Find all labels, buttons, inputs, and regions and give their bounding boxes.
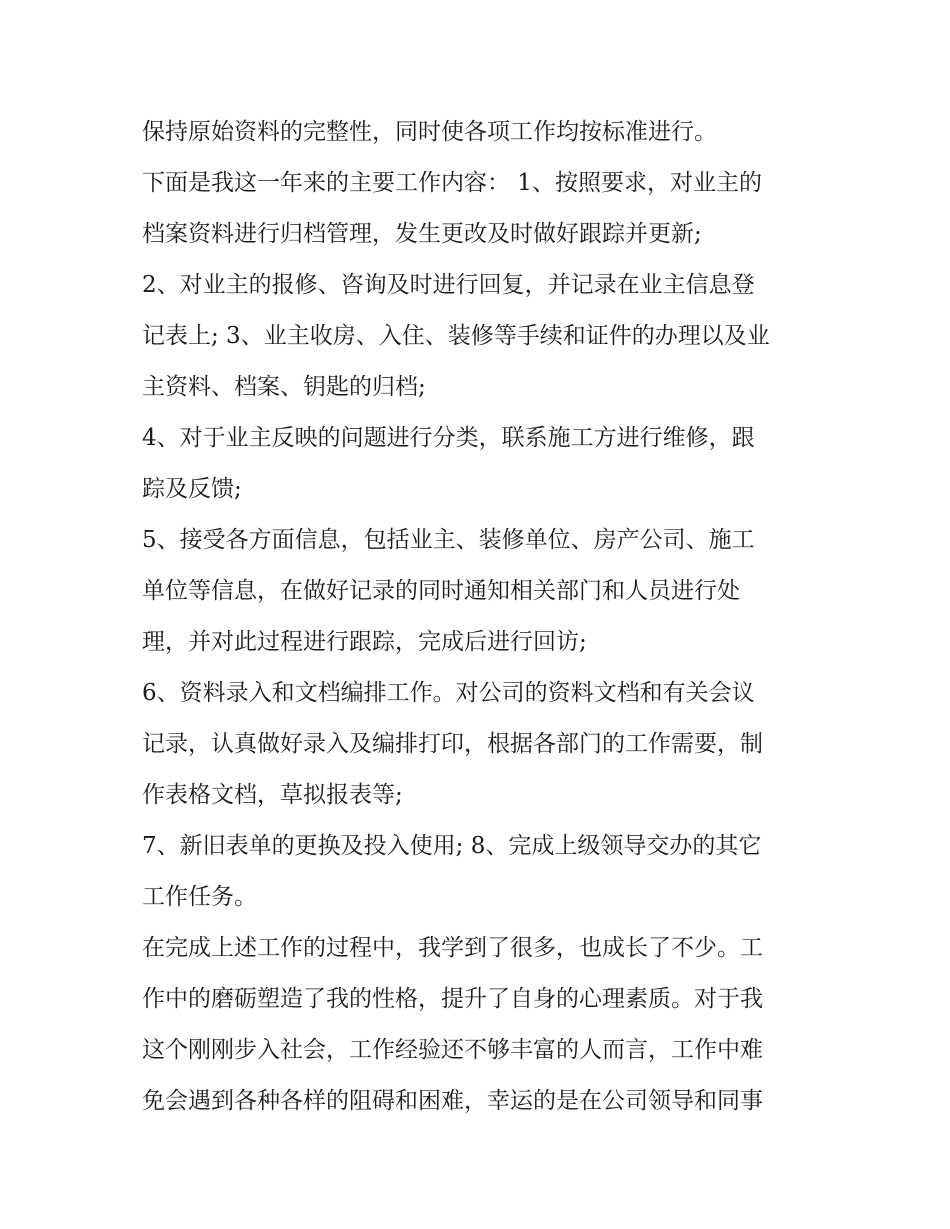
text-line: 6、资料录入和文档编排工作。对公司的资料文档和有关会议: [142, 680, 755, 706]
text-line: 踪及反馈;: [142, 476, 242, 502]
text-line: 单位等信息，在做好记录的同时通知相关部门和人员进行处: [142, 578, 740, 604]
text-line: 档案资料进行归档管理，发生更改及时做好跟踪并更新;: [142, 221, 702, 247]
text-line: 在完成上述工作的过程中，我学到了很多，也成长了不少。工: [142, 935, 763, 961]
text-line: 4、对于业主反映的问题进行分类，联系施工方进行维修，跟: [142, 425, 755, 451]
text-line: 记录，认真做好录入及编排打印，根据各部门的工作需要，制: [142, 731, 763, 757]
text-line: 记表上; 3、业主收房、入住、装修等手续和证件的办理以及业: [142, 323, 770, 349]
text-line: 工作任务。: [142, 884, 257, 910]
text-line: 下面是我这一年来的主要工作内容： 1、按照要求，对业主的: [142, 170, 762, 196]
text-line: 作中的磨砺塑造了我的性格，提升了自身的心理素质。对于我: [142, 986, 763, 1012]
text-line: 5、接受各方面信息，包括业主、装修单位、房产公司、施工: [142, 527, 755, 553]
text-line: 7、新旧表单的更换及投入使用; 8、完成上级领导交办的其它: [142, 833, 762, 859]
text-line: 作表格文档，草拟报表等;: [142, 782, 403, 808]
text-line: 理，并对此过程进行跟踪，完成后进行回访;: [142, 629, 587, 655]
document-body: [142, 107, 822, 1127]
text-line: 免会遇到各种各样的阻碍和困难，幸运的是在公司领导和同事: [142, 1088, 763, 1114]
text-line: 这个刚刚步入社会，工作经验还不够丰富的人而言，工作中难: [142, 1037, 763, 1063]
text-line: 主资料、档案、钥匙的归档;: [142, 374, 426, 400]
text-line: 2、对业主的报修、咨询及时进行回复，并记录在业主信息登: [142, 272, 755, 298]
text-line: 保持原始资料的完整性，同时使各项工作均按标准进行。: [142, 119, 717, 145]
